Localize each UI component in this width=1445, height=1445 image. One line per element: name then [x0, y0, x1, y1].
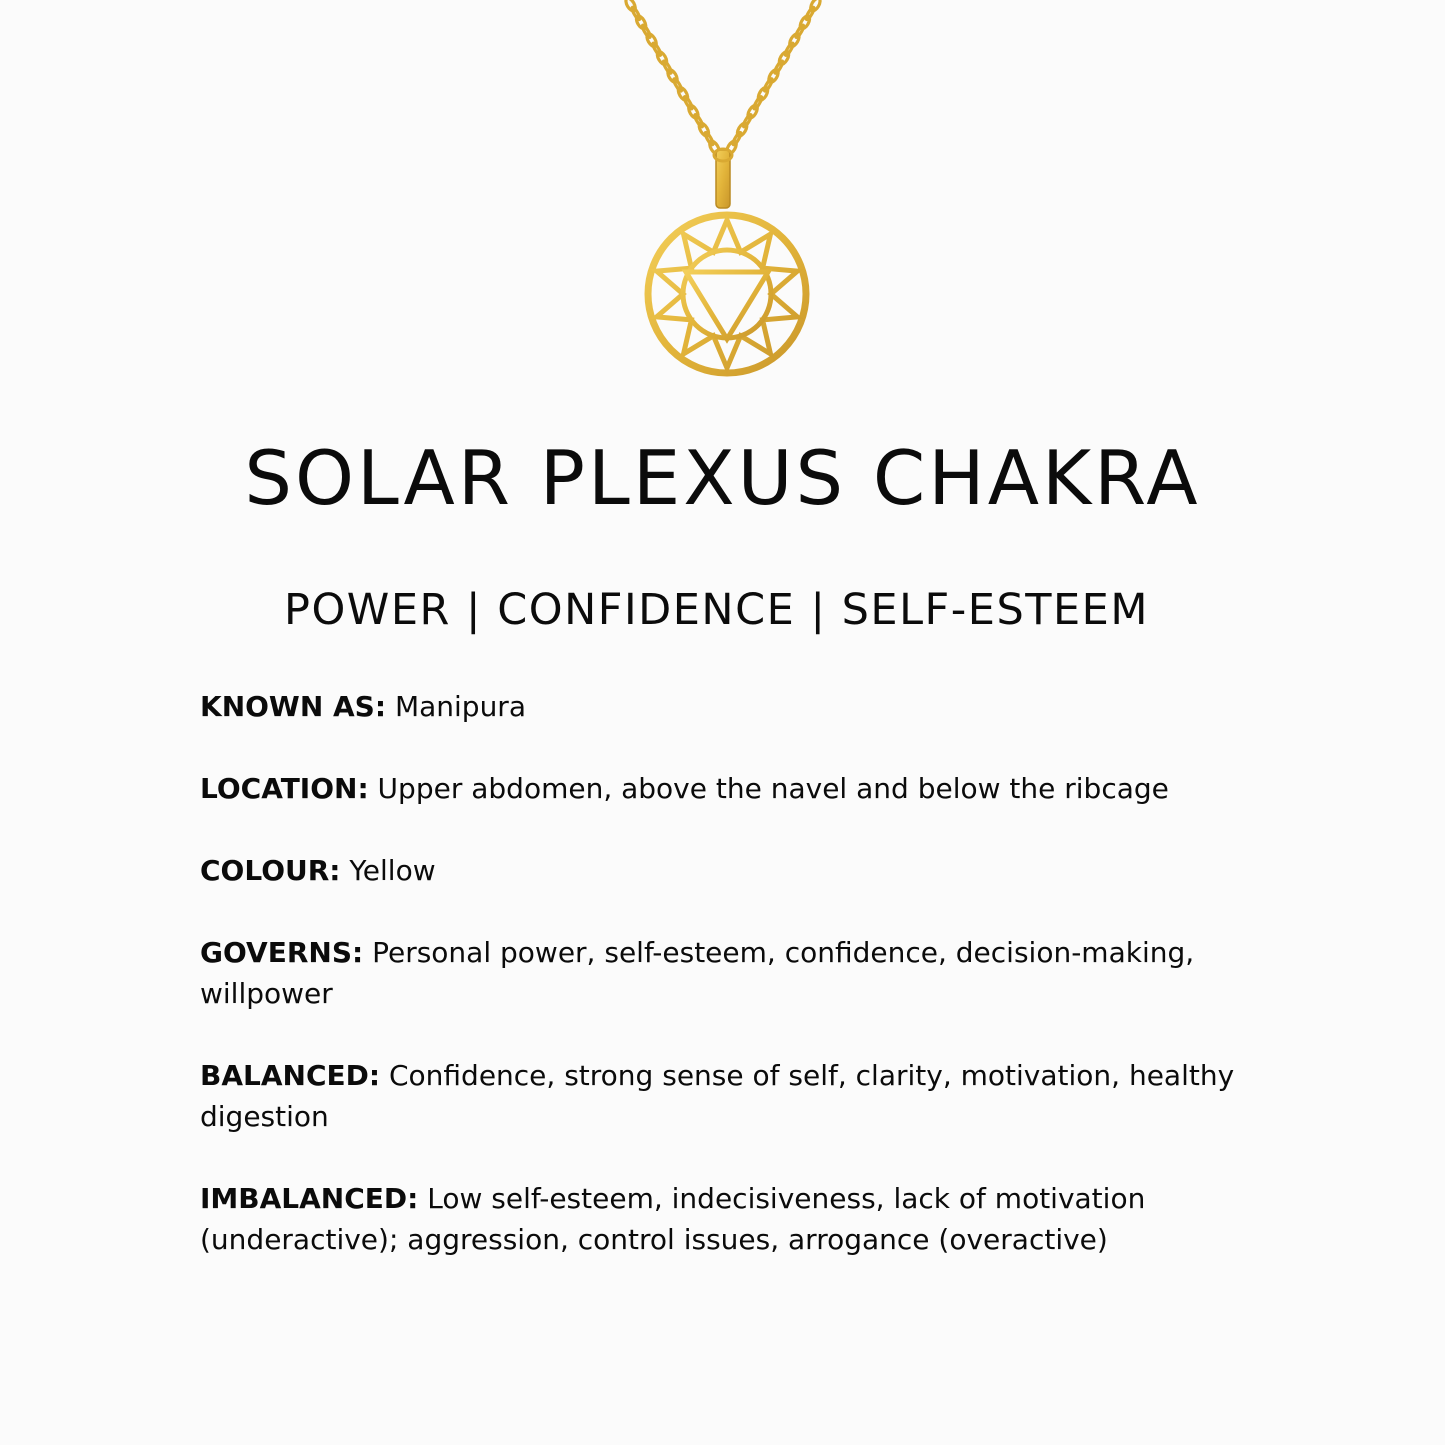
detail-row [200, 1055, 1290, 1137]
subtitle: POWER | CONFIDENCE | SELF-ESTEEM [284, 585, 1149, 635]
detail-value: Personal power, self-esteem, confidence, decision-making, willpower [200, 936, 1195, 1010]
detail-label: KNOWN AS: [200, 690, 387, 723]
detail-row [200, 768, 1290, 809]
detail-label: GOVERNS: [200, 936, 364, 969]
detail-row [200, 686, 1290, 727]
detail-label: IMBALANCED: [200, 1182, 419, 1215]
solar-plexus-chakra-pendant-icon [600, 0, 860, 400]
detail-row [200, 1178, 1290, 1260]
pendant-icon [648, 215, 806, 373]
page-title: SOLAR PLEXUS CHAKRA [244, 434, 1201, 522]
detail-value: Yellow [340, 854, 436, 887]
detail-value: Manipura [386, 690, 526, 723]
detail-value: Low self-esteem, indecisiveness, lack of motivation (underactive); aggression, control issues, arrogance (overactive) [200, 1182, 1146, 1256]
details-list [200, 686, 1290, 1301]
detail-value: Confidence, strong sense of self, clarity, motivation, healthy digestion [200, 1059, 1235, 1133]
detail-label: BALANCED: [200, 1059, 381, 1092]
detail-value: Upper abdomen, above the navel and below the ribcage [368, 772, 1169, 805]
chain-icon [624, 0, 822, 155]
detail-row [200, 932, 1290, 1014]
detail-label: LOCATION: [200, 772, 369, 805]
detail-row [200, 850, 1290, 891]
detail-label: COLOUR: [200, 854, 341, 887]
